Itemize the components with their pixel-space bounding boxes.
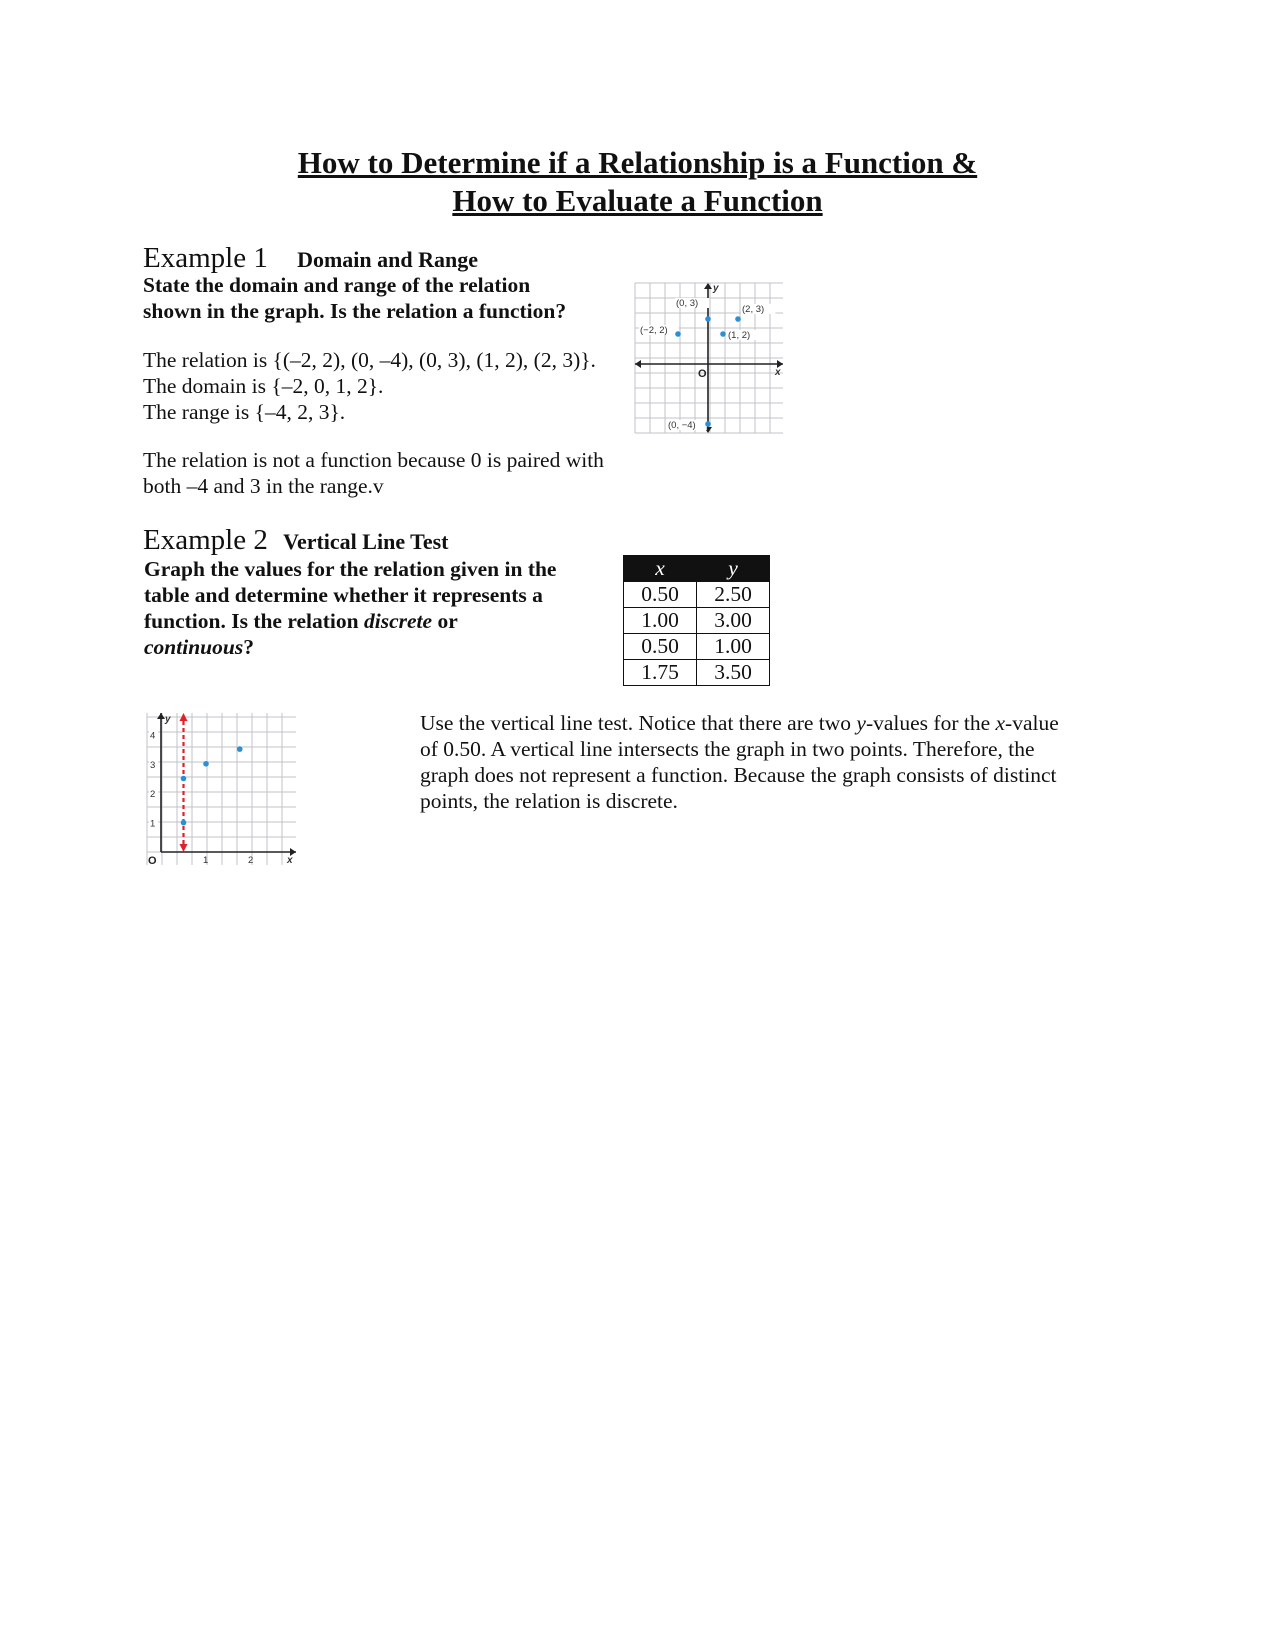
y-tick-label: 4 <box>150 730 156 742</box>
y-tick-label: 3 <box>150 759 156 771</box>
example2-subheading: Vertical Line Test <box>283 529 449 554</box>
data-point <box>237 746 243 752</box>
x-axis-arrow-left <box>635 360 641 368</box>
data-point <box>735 316 741 322</box>
y-tick-label: 2 <box>150 789 156 801</box>
prompt-text: or <box>432 609 458 633</box>
data-point <box>675 331 681 337</box>
example1-conclusion-line-2: both –4 and 3 in the range.v <box>143 474 384 498</box>
example1-subheading: Domain and Range <box>297 247 478 272</box>
table-cell: 1.00 <box>624 608 697 634</box>
prompt-text: ? <box>243 635 254 659</box>
x-tick-label: 2 <box>248 855 254 866</box>
page-title <box>0 144 1275 220</box>
table-cell: 0.50 <box>624 582 697 608</box>
prompt-italic-discrete: discrete <box>364 609 433 633</box>
example1-relation: The relation is {(–2, 2), (0, –4), (0, 3), (1, 2), (2, 3)}. <box>143 348 596 372</box>
data-point <box>705 421 711 427</box>
title-line-1: How to Determine if a Relationship is a Function & <box>297 145 978 180</box>
explanation-line-4: points, the relation is discrete. <box>420 789 678 813</box>
example1-domain: The domain is {–2, 0, 1, 2}. <box>143 374 384 398</box>
table-row <box>624 608 770 634</box>
values-table <box>623 555 770 686</box>
explanation-text: -value <box>1005 711 1059 735</box>
point-label: (0, 3) <box>676 298 699 309</box>
point-label: (2, 3) <box>742 304 765 315</box>
data-point <box>181 776 187 782</box>
y-axis-arrow-up <box>704 283 712 289</box>
table-cell: 3.50 <box>697 660 770 686</box>
origin-label: O <box>698 368 707 380</box>
example1-prompt-line-2: shown in the graph. Is the relation a function? <box>143 299 567 323</box>
x-tick-label: 1 <box>203 855 209 866</box>
table-cell: 3.00 <box>697 608 770 634</box>
example2-prompt-line-2: table and determine whether it represents a <box>144 583 543 607</box>
explanation-text: -values for the <box>865 711 996 735</box>
x-axis-label: x <box>287 855 293 866</box>
y-tick-label: 1 <box>150 818 156 830</box>
example1-answer <box>143 347 596 425</box>
example1-prompt-line-1: State the domain and range of the relation <box>143 273 531 297</box>
example1-conclusion-line-1: The relation is not a function because 0 is paired with <box>143 448 604 472</box>
data-point <box>705 316 711 322</box>
origin-label: O <box>148 855 157 867</box>
example2-label: Example 2 <box>143 524 268 556</box>
example1-prompt <box>143 272 566 324</box>
point-label: (0, −4) <box>668 420 696 431</box>
prompt-italic-continuous: continuous <box>144 635 244 659</box>
data-point <box>720 331 726 337</box>
table-cell: 1.00 <box>697 634 770 660</box>
x-axis-label: x <box>775 367 781 378</box>
example2-prompt-line-1: Graph the values for the relation given in the <box>144 557 557 581</box>
explanation-italic: x <box>995 711 1006 735</box>
table-cell: 0.50 <box>624 634 697 660</box>
example2-prompt <box>144 556 556 660</box>
y-axis-arrow <box>157 713 165 719</box>
example1-label: Example 1 <box>143 242 268 274</box>
example1-range: The range is {–4, 2, 3}. <box>143 400 346 424</box>
test-line-arrow-down <box>180 844 188 852</box>
explanation-text: Use the vertical line test. Notice that there are two <box>420 711 857 735</box>
data-point <box>203 761 209 767</box>
y-axis-label: y <box>713 283 719 294</box>
table-cell: 2.50 <box>697 582 770 608</box>
data-point <box>181 820 187 826</box>
title-line-2: How to Evaluate a Function <box>452 183 823 218</box>
explanation-line-3: graph does not represent a function. Because the graph consists of distinct <box>420 763 1057 787</box>
table-row <box>624 660 770 686</box>
table-cell: 1.75 <box>624 660 697 686</box>
explanation-line-1 <box>420 710 1059 736</box>
explanation-line-2: of 0.50. A vertical line intersects the graph in two points. Therefore, the <box>420 737 1035 761</box>
table-row <box>624 634 770 660</box>
explanation-italic: y <box>856 711 866 735</box>
example1-conclusion <box>143 447 604 499</box>
example2-prompt-line-4 <box>144 634 556 660</box>
example2-graph <box>144 710 300 868</box>
example2-prompt-line-3 <box>144 608 556 634</box>
header-y: y <box>697 556 770 582</box>
table-header-row <box>624 556 770 582</box>
example2-explanation <box>420 710 1059 814</box>
example1-graph <box>632 280 788 440</box>
point-label: (1, 2) <box>728 330 751 341</box>
y-axis-label: y <box>165 714 171 725</box>
point-label: (−2, 2) <box>640 325 668 336</box>
table-row <box>624 582 770 608</box>
prompt-text: function. Is the relation <box>144 609 364 633</box>
header-x: x <box>624 556 697 582</box>
example1-heading <box>143 242 478 276</box>
example2-heading <box>143 524 449 558</box>
